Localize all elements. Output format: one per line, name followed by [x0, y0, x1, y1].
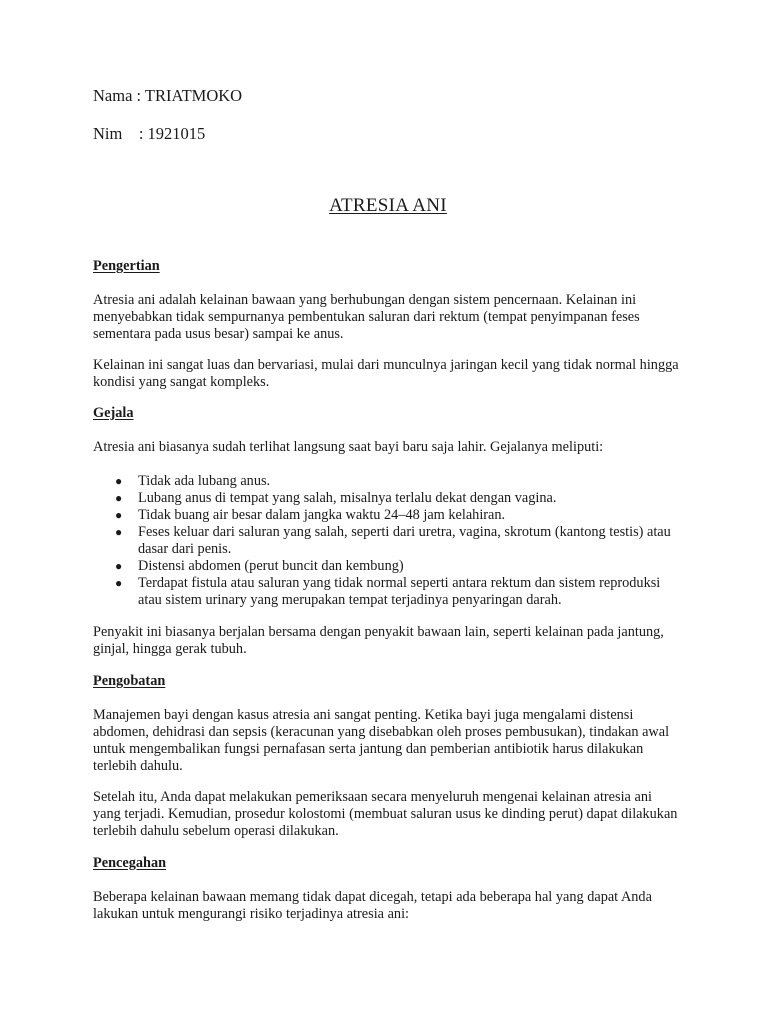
heading-gejala: Gejala: [93, 405, 134, 421]
pengertian-paragraph-2: Kelainan ini sangat luas dan bervariasi, mulai dari munculnya jaringan kecil yang tidak normal hingga kondisi yang sangat kompleks.: [93, 357, 679, 390]
list-item: ● Tidak ada lubang anus.: [115, 473, 271, 489]
list-item: ● Tidak buang air besar dalam jangka waktu 24–48 jam kelahiran.: [115, 507, 506, 523]
bullet-icon: ●: [115, 474, 123, 488]
list-item: ● Terdapat fistula atau saluran yang tidak normal seperti antara rektum dan sistem reproduksi atau sistem urinary yang merupakan tempat terjadinya penyaringan darah.: [115, 575, 661, 608]
heading-pengobatan: Pengobatan: [93, 673, 166, 689]
document-title: ATRESIA ANI: [329, 195, 447, 216]
heading-pengertian: Pengertian: [93, 258, 160, 274]
student-nim-line: Nim : 1921015: [93, 124, 206, 143]
gejala-intro: Atresia ani biasanya sudah terlihat langsung saat bayi baru saja lahir. Gejalanya meliputi:: [93, 439, 604, 455]
heading-pencegahan: Pencegahan: [93, 855, 167, 871]
bullet-icon: ●: [115, 525, 123, 539]
list-item: ● Lubang anus di tempat yang salah, misalnya terlalu dekat dengan vagina.: [115, 490, 557, 506]
list-item: ● Distensi abdomen (perut buncit dan kembung): [115, 558, 404, 574]
gejala-symptom-list: [93, 473, 683, 609]
pengobatan-paragraph-1: Manajemen bayi dengan kasus atresia ani sangat penting. Ketika bayi juga mengalami distensi abdomen, dehidrasi dan sepsis (keracunan yang disebabkan oleh proses pembusukan), tindakan awal untuk mengembalikan fungsi pernafasan serta jantung dan pemberian antibiotik harus dilakukan terlebih dahulu.: [93, 707, 670, 774]
bullet-icon: ●: [115, 559, 123, 573]
document-page: [93, 86, 683, 937]
list-item: ● Feses keluar dari saluran yang salah, seperti dari uretra, vagina, skrotum (kantong testis) atau dasar dari penis.: [115, 524, 671, 557]
pengobatan-paragraph-2: Setelah itu, Anda dapat melakukan pemeriksaan secara menyeluruh mengenai kelainan atresia ani yang terjadi. Kemudian, prosedur kolostomi (membuat saluran usus ke dinding perut) dapat dilakukan terlebih dahulu sebelum operasi dilakukan.: [93, 789, 678, 839]
pengertian-paragraph-1: Atresia ani adalah kelainan bawaan yang berhubungan dengan sistem pencernaan. Kelainan ini menyebabkan tidak sempurnanya pembentukan saluran dari rektum (tempat penyimpanan feses sementara pada usus besar) sampai ke anus.: [93, 292, 640, 342]
bullet-icon: ●: [115, 491, 123, 505]
student-name-line: Nama : TRIATMOKO: [93, 86, 243, 105]
bullet-icon: ●: [115, 508, 123, 522]
gejala-outro: Penyakit ini biasanya berjalan bersama dengan penyakit bawaan lain, seperti kelainan pada jantung, ginjal, hingga gerak tubuh.: [93, 624, 664, 657]
bullet-icon: ●: [115, 576, 123, 590]
pencegahan-paragraph-1: Beberapa kelainan bawaan memang tidak dapat dicegah, tetapi ada beberapa hal yang dapat Anda lakukan untuk mengurangi risiko terjadinya atresia ani:: [93, 889, 652, 922]
